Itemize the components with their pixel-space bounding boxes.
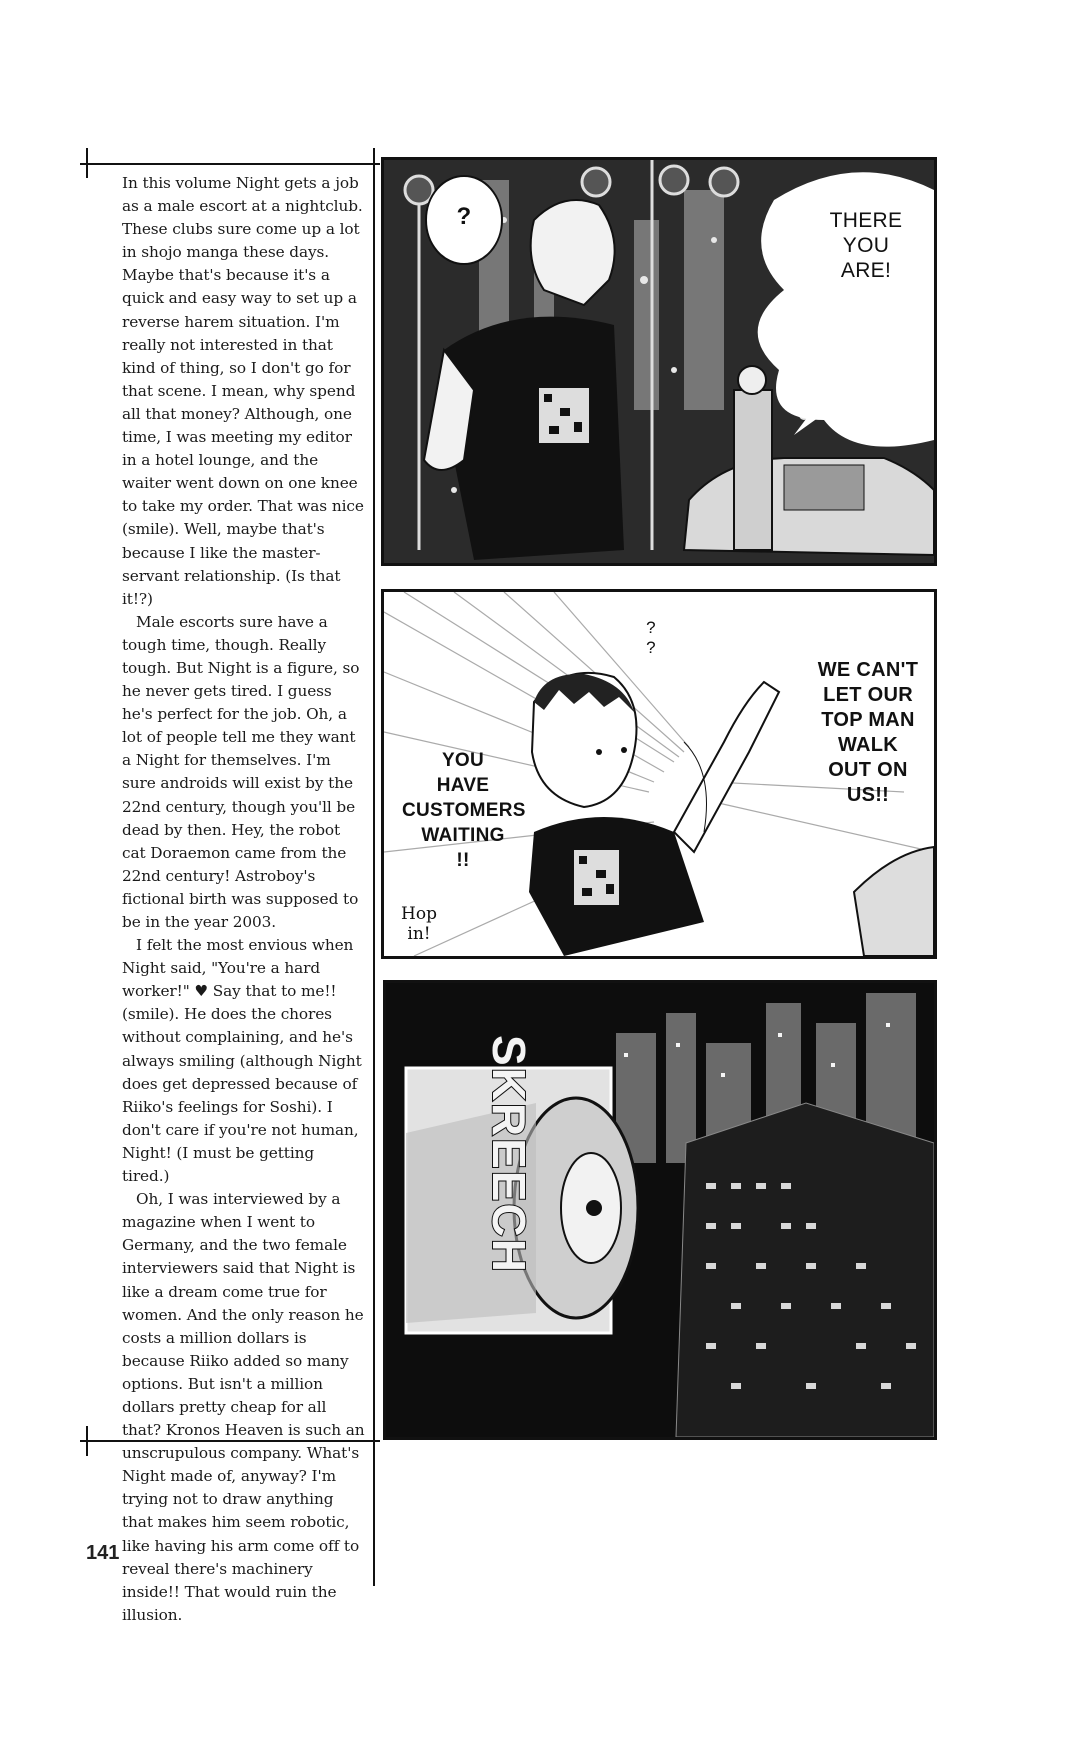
panel-night-street — [381, 157, 937, 566]
top-crop-rule — [80, 163, 380, 165]
gutter-rule — [373, 148, 375, 1586]
sidebar-paragraph: Male escorts sure have a tough time, though. Really tough. But Night is a figure, so he never gets tired. I guess he's perfect for the job. Oh, a lot of people tell me they want a Night for themselves. I'm sure androids will exist by the 22nd century, though you'll be dead by then. Hey, the robot cat Doraemon came from the 22nd century! Astroboy's fictional birth was supposed to be in the year 2003. — [122, 612, 360, 931]
speech-there-you-are: THERE YOU ARE! — [829, 209, 903, 282]
speech-top-man: WE CAN'T LET OUR TOP MAN WALK OUT ON US!! — [817, 659, 919, 806]
left-crop-mark — [86, 148, 88, 178]
whisper-hop-in: Hop in! — [401, 904, 437, 944]
sidebar-paragraph: I felt the most envious when Night said, "You're a hard worker!" ♥ Say that to me!! (smile). He does the chores without complaining, and he's always smiling (although Night does get depressed because of Riiko's feelings for Soshi). I don't care if you're not human, Night! (I must be getting tired.) — [122, 936, 362, 1186]
confused-marks: ? ? — [646, 618, 656, 657]
panel-city-skreech-art — [386, 983, 934, 1437]
question-mark-bubble: ? — [456, 203, 472, 230]
left-crop-mark-bottom — [86, 1426, 88, 1456]
speech-customers-waiting: YOU HAVE CUSTOMERS WAITING !! — [402, 750, 526, 871]
sidebar-paragraph: In this volume Night gets a job as a male escort at a nightclub. These clubs sure come up a lot in shojo manga these days. Maybe that's because it's a quick and easy way to set up a reverse harem situation. I'm really not interested in that kind of thing, so I don't go for that scene. I mean, why spend all that money? Although, one time, I was meeting my editor in a hotel lounge, and the waiter went down on one knee to take my order. That was nice (smile). Well, maybe that's because I like the master-servant relationship. (Is that it!?) — [122, 174, 364, 608]
sidebar-paragraph: Oh, I was interviewed by a magazine when I went to Germany, and the two female interviewers said that Night is like a dream come true for women. And the only reason he costs a million dollars is because Riiko added so many options. But isn't a million dollars pretty cheap for all that? Kronos Heaven is such an unscrupulous company. What's Night made of, anyway? I'm trying not to draw anything that makes him seem robotic, like having his arm come off to reveal there's machinery inside!! That would ruin the illusion. — [122, 1190, 365, 1624]
sfx-skreech: SKREECH — [483, 1035, 535, 1274]
author-sidebar-notes — [122, 172, 366, 1746]
panel-city-skreech — [383, 980, 937, 1440]
panel-top-man — [381, 589, 937, 959]
page-number: 141 — [86, 1542, 120, 1564]
